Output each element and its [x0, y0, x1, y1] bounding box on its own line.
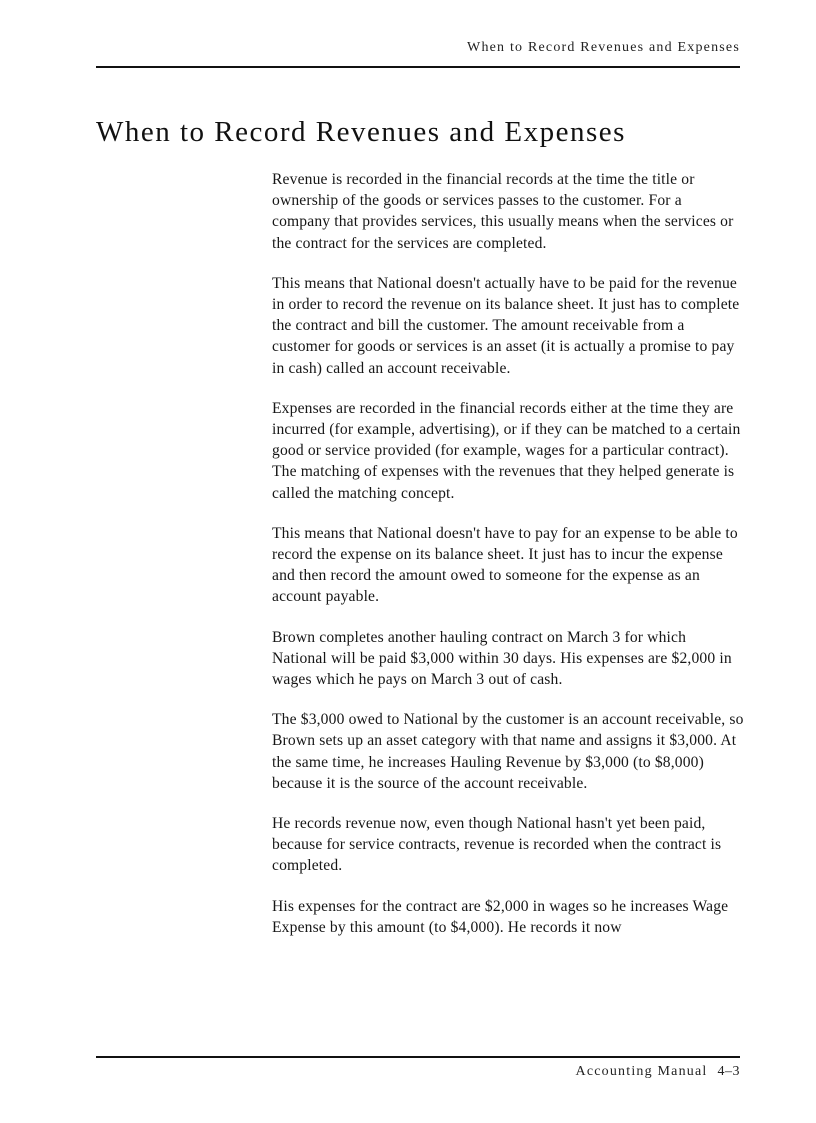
running-header: When to Record Revenues and Expenses [467, 40, 740, 55]
body-text [272, 169, 744, 957]
page-number: 4–3 [717, 1064, 740, 1079]
paragraph-expense-recognition: Expenses are recorded in the financial records either at the time they are incurred (for example, advertising), or if they can be matched to a certain good or service provided (for example, wages for a particular contract). The matching of expenses with the revenues that they helped generate is called the matching concept. [272, 399, 741, 502]
running-footer [576, 1064, 740, 1080]
paragraph-account-payable: This means that National doesn't have to pay for an expense to be able to record the expense on its balance sheet. It just has to incur the expense and then record the amount owed to someone for the expense as an account payable. [272, 524, 738, 606]
header-divider [96, 66, 740, 68]
paragraph-revenue-recognition: Revenue is recorded in the financial records at the time the title or ownership of the goods or services passes to the customer. For a company that provides services, this usually means when the services or the contract for the services are completed. [272, 171, 734, 252]
footer-manual-name: Accounting Manual [575, 1064, 708, 1079]
paragraph-revenue-timing: He records revenue now, even though National hasn't yet been paid, because for service contracts, revenue is recorded when the contract is completed. [272, 815, 722, 875]
page-title: When to Record Revenues and Expenses [96, 116, 626, 148]
paragraph-hauling-contract: Brown completes another hauling contract on March 3 for which National will be paid $3,000 within 30 days. His expenses are $2,000 in wages which he pays on March 3 out of cash. [272, 628, 732, 689]
paragraph-receivable-entry: The $3,000 owed to National by the customer is an account receivable, so Brown sets up an asset category with that name and assigns it $3,000. At the same time, he increases Hauling Revenue by $3,000 (to $8,000) because it is the source of the account receivable. [272, 711, 744, 792]
paragraph-wage-expense: His expenses for the contract are $2,000 in wages so he increases Wage Expense by this amount (to $4,000). He records it now [272, 897, 729, 936]
footer-divider [96, 1056, 740, 1058]
paragraph-account-receivable: This means that National doesn't actually have to be paid for the revenue in order to record the revenue on its balance sheet. It just has to complete the contract and bill the customer. The amount receivable from a customer for goods or services is an asset (it is actually a promise to pay in cash) called an account receivable. [272, 274, 740, 377]
